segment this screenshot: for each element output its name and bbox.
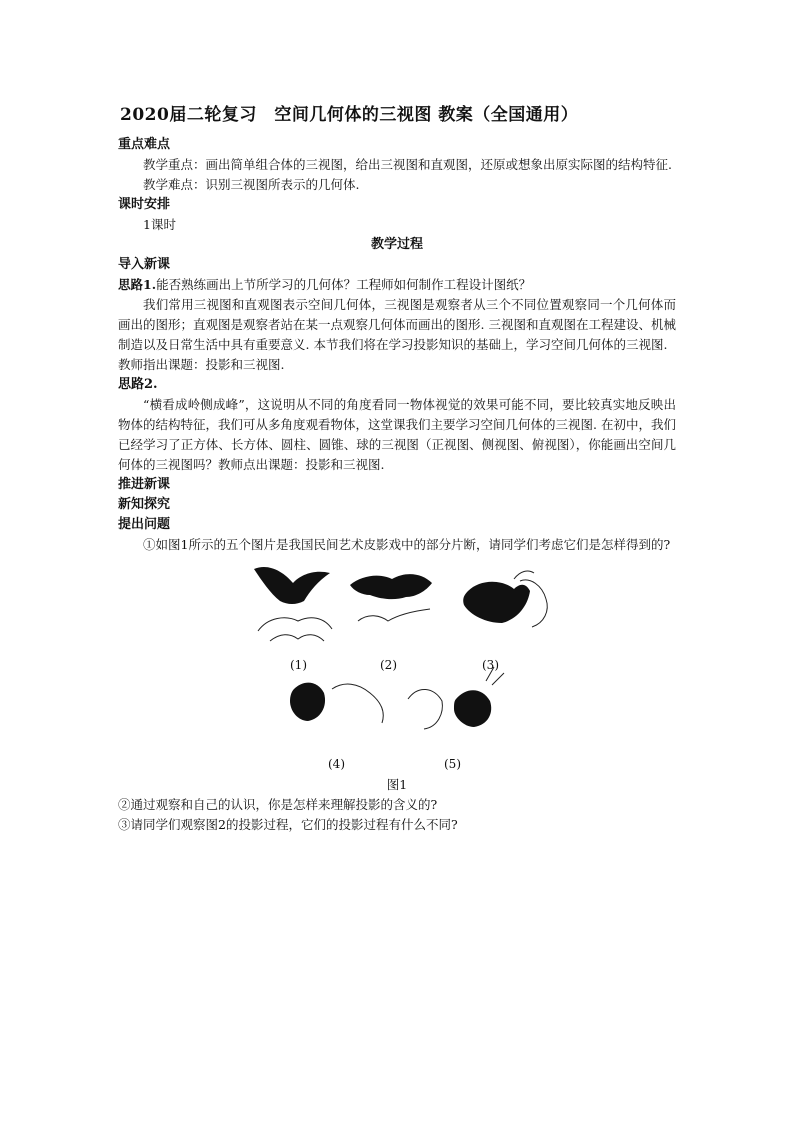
idea1-label: 思路1. bbox=[118, 277, 157, 292]
shadow-bird bbox=[254, 567, 332, 641]
shadow-rabbit bbox=[463, 571, 547, 627]
idea1-line bbox=[118, 275, 676, 295]
shadow-puppet-figure bbox=[118, 561, 676, 771]
question-3: ③请同学们观察图2的投影过程，它们的投影过程有什么不同? bbox=[118, 817, 458, 832]
figure-title: 图1 bbox=[386, 777, 408, 792]
key-points-heading: 重点难点 bbox=[118, 137, 171, 152]
idea2-label: 思路2. bbox=[118, 377, 158, 392]
shadow-deer bbox=[408, 667, 504, 729]
key-point-1: 教学重点：画出简单组合体的三视图，给出三视图和直观图，还原或想象出原实际图的结构特征. bbox=[143, 157, 672, 172]
process-heading: 教学过程 bbox=[370, 237, 423, 252]
figure-label-3: (3) bbox=[482, 658, 499, 672]
shadow-goat bbox=[290, 683, 383, 723]
document-page bbox=[118, 100, 676, 835]
schedule-value: 1课时 bbox=[143, 217, 176, 232]
shadow-dog bbox=[350, 574, 432, 621]
figure-label-4: (4) bbox=[328, 757, 345, 771]
figure-label-5: (5) bbox=[444, 757, 461, 771]
question-1: ①如图1所示的五个图片是我国民间艺术皮影戏中的部分片断，请同学们考虑它们是怎样得到的? bbox=[143, 537, 671, 552]
shadow-puppet-illustration bbox=[118, 561, 676, 771]
schedule-heading: 课时安排 bbox=[118, 197, 171, 212]
key-point-2: 教学难点：识别三视图所表示的几何体. bbox=[143, 177, 360, 192]
figure-label-2: (2) bbox=[380, 658, 397, 672]
idea1-teacher: 教师指出课题：投影和三视图. bbox=[118, 357, 285, 372]
question-heading: 提出问题 bbox=[118, 517, 171, 532]
question-2: ②通过观察和自己的认识，你是怎样来理解投影的含义的? bbox=[118, 797, 438, 812]
explore-heading: 新知探究 bbox=[118, 497, 171, 512]
idea2-paragraph: “横看成岭侧成峰”，这说明从不同的角度看同一物体视觉的效果可能不同，要比较真实地反映出物体的结构特征，我们可从多角度观看物体，这堂课我们主要学习空间几何体的三视图. 在初中，我们已经学习了正方体、长方体、圆柱、圆锥、球的三视图（正视图、侧视图、俯视图），你能画出空间几何体的三视图吗？教师点出课题：投影和三视图. bbox=[118, 397, 676, 472]
advance-heading: 推进新课 bbox=[118, 477, 171, 492]
intro-heading: 导入新课 bbox=[118, 257, 171, 272]
document-title: 2020届二轮复习 空间几何体的三视图 教案（全国通用） bbox=[120, 105, 579, 125]
figure-label-1: (1) bbox=[290, 658, 307, 672]
idea1-paragraph: 我们常用三视图和直观图表示空间几何体，三视图是观察者从三个不同位置观察同一个几何体而画出的图形；直观图是观察者站在某一点观察几何体而画出的图形. 三视图和直观图在工程建设、机械制造以及日常生活中具有重要意义. 本节我们将在学习投影知识的基础上，学习空间几何体的三视图. bbox=[118, 297, 676, 352]
idea1-question: 能否熟练画出上节所学习的几何体？工程师如何制作工程设计图纸？ bbox=[156, 277, 532, 292]
